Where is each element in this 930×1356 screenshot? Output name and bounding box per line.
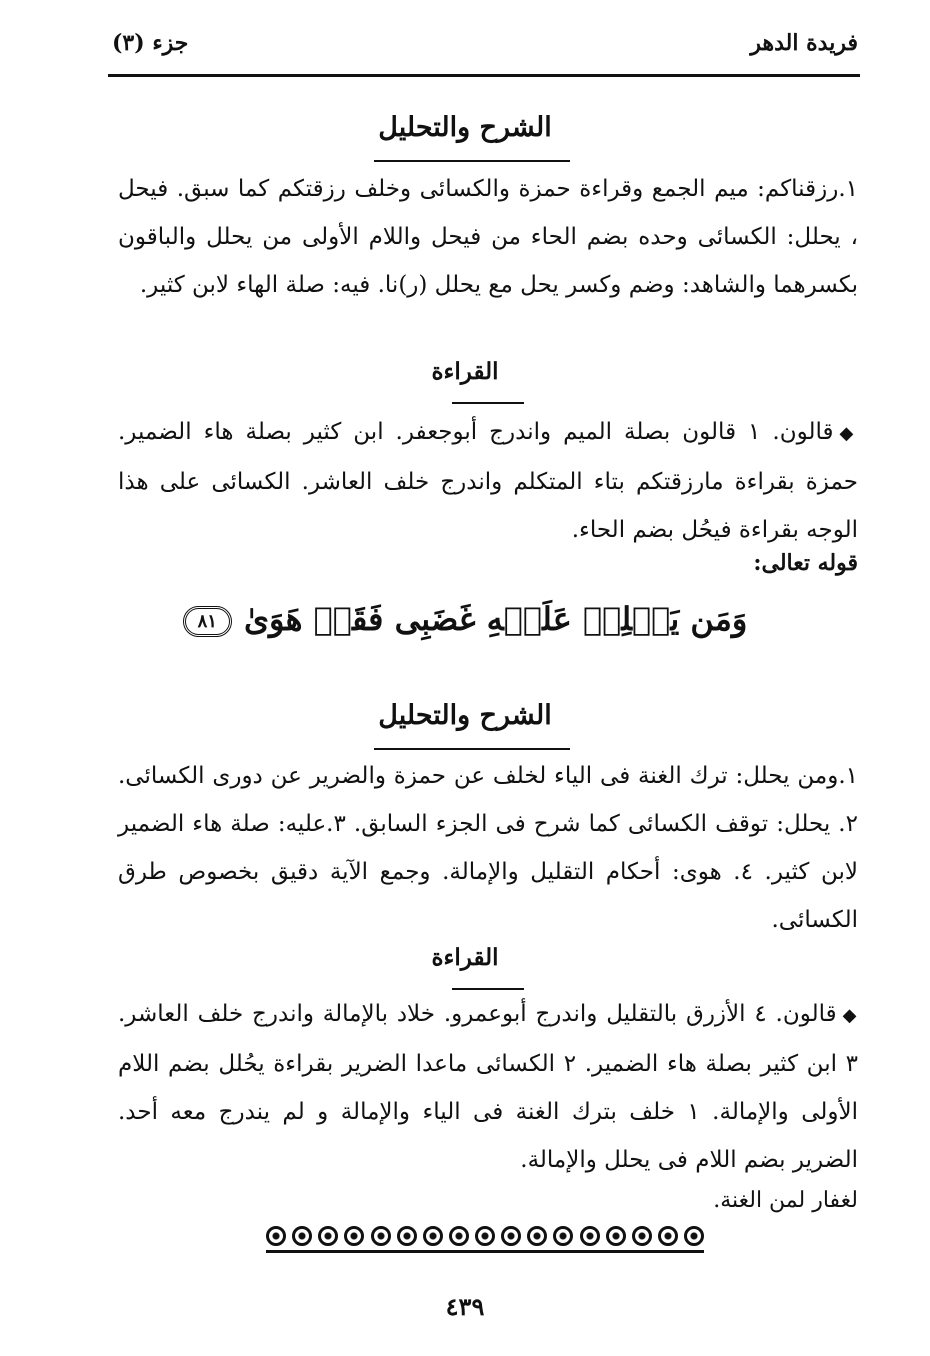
reading-paragraph: ◆قالون. ٤ الأزرق بالتقليل واندرج أبوعمرو. خلاد بالإمالة واندرج خلف العاشر. ٣ ابن كثير بصلة هاء الضمير. ٢ الكسائى ماعدا الضرير بقراءة يحُلل بضم اللام الأولى والإمالة. ١ خلف بترك الغنة فى الياء والإمالة و لم يندرج معه أحد. الضرير بضم اللام فى يحلل والإمالة. — [118, 1001, 859, 1173]
flower-ornament-icon — [580, 1226, 600, 1246]
ornament-divider — [266, 1222, 704, 1253]
reading-heading: القراءة — [431, 358, 499, 385]
reading-heading: القراءة — [431, 944, 499, 971]
flower-ornament-icon — [318, 1226, 338, 1246]
flower-ornament-icon — [292, 1226, 312, 1246]
reading-paragraph: ◆قالون. ١ قالون بصلة الميم واندرج أبوجعفر. ابن كثير بصلة هاء الضمير. حمزة بقراءة مارزقتكم بتاء المتكلم واندرج خلف العاشر. الكسائى على هذا الوجه بقراءة فيحُل بضم الحاء. — [118, 419, 858, 543]
part-label: جزء (٣) — [112, 30, 189, 56]
flower-ornament-icon — [501, 1226, 521, 1246]
flower-ornament-icon — [658, 1226, 678, 1246]
explanation-paragraph: ١.ومن يحلل: ترك الغنة فى الياء لخلف عن حمزة والضرير عن دورى الكسائى. ٢. يحلل: توقف الكسائى كما شرح فى الجزء السابق. ٣.عليه: صلة هاء الضمير لابن كثير. ٤. هوى: أحكام التقليل والإمالة. وجمع الآية دقيق بخصوص طرق الكسائى. — [118, 763, 858, 933]
diamond-bullet-icon: ◆ — [842, 1005, 859, 1026]
flower-ornament-icon — [344, 1226, 364, 1246]
section-heading: الشرح والتحليل — [378, 700, 552, 731]
flower-ornament-icon — [266, 1226, 286, 1246]
heading-underline — [374, 160, 570, 162]
section-heading: الشرح والتحليل — [378, 112, 552, 143]
flower-ornament-icon — [606, 1226, 626, 1246]
flower-ornament-icon — [423, 1226, 443, 1246]
heading-underline — [374, 748, 570, 750]
explanation-paragraph: ١.رزقناكم: ميم الجمع وقراءة حمزة والكسائى وخلف رزقتكم كما سبق. فيحل ، يحلل: الكسائى وحده بضم الحاء من فيحل واللام الأولى من يحلل والباقون بكسرهما والشاهد: وضم وكسر يحل مع يحلل (ر)نا. فيه: صلة الهاء لابن كثير. — [118, 176, 858, 298]
flower-ornament-icon — [632, 1226, 652, 1246]
verse-number-badge: ٨١ — [183, 606, 232, 637]
flower-ornament-icon — [527, 1226, 547, 1246]
flower-ornament-icon — [475, 1226, 495, 1246]
verse-intro: قوله تعالى: — [753, 550, 858, 576]
footnote-line: لغفار لمن الغنة. — [713, 1188, 858, 1213]
flower-ornament-icon — [449, 1226, 469, 1246]
diamond-bullet-icon: ◆ — [839, 423, 858, 444]
flower-ornament-icon — [684, 1226, 704, 1246]
quran-verse — [0, 600, 930, 638]
book-title: فريدة الدهر — [750, 30, 858, 56]
header-rule — [108, 74, 860, 77]
verse-text: وَمَن يَحۡلِلۡ عَلَيۡهِ غَضَبِى فَقَدۡ هَوَىٰ — [243, 600, 748, 638]
reading-underline — [452, 402, 524, 404]
flower-ornament-icon — [397, 1226, 417, 1246]
page-number: ٤٣٩ — [445, 1292, 485, 1321]
flower-ornament-icon — [553, 1226, 573, 1246]
flower-ornament-icon — [371, 1226, 391, 1246]
